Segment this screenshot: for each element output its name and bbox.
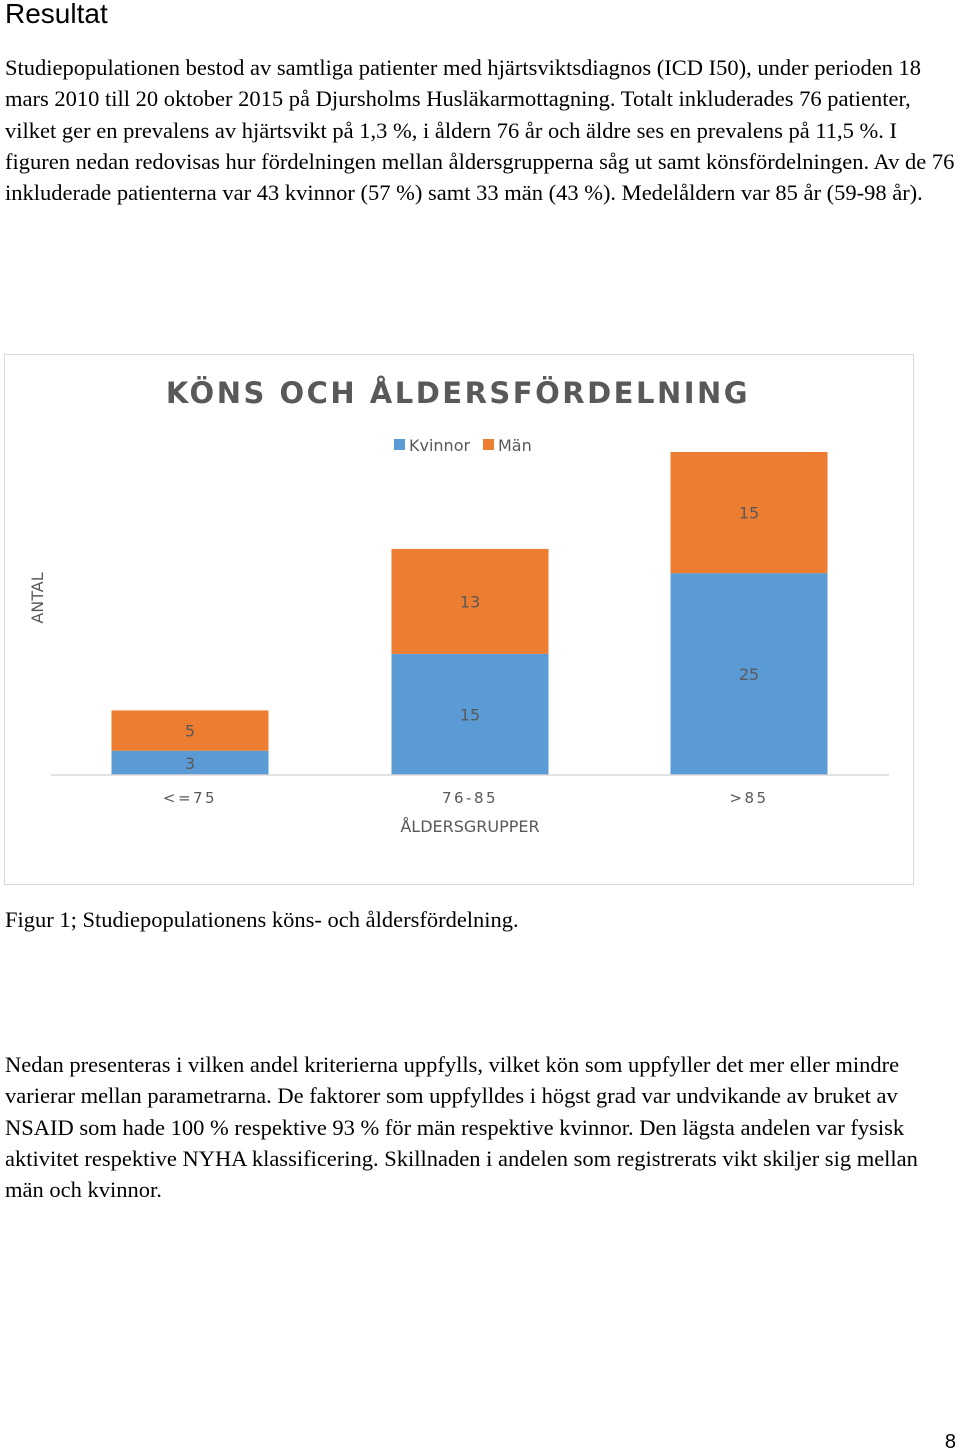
x-axis-label: ÅLDERSGRUPPER: [400, 817, 540, 836]
data-label-kvinnor-2: 25: [738, 665, 760, 685]
x-tick-label-1: 76-85: [441, 789, 499, 807]
data-label-män-1: 13: [459, 592, 481, 612]
legend-label-kvinnor: Kvinnor: [409, 436, 471, 455]
legend-swatch-kvinnor: [394, 439, 405, 450]
x-tick-label-2: >85: [729, 789, 769, 807]
x-tick-label-0: <=75: [162, 789, 218, 807]
criteria-paragraph: Nedan presenteras i vilken andel kriterierna uppfylls, vilket kön som uppfyller det mer eller mindre varierar mellan parametrarna. De faktorer som uppfylldes i högst grad var undvikande av bruket av NSAID som hade 100 % respektive 93 % för män respektive kvinnor. Den lägsta andelen var fysisk aktivitet respektive NYHA klassificering. Skillnaden i andelen som registrerats vikt skiljer sig mellan män och kvinnor.: [5, 1052, 918, 1203]
chart-bars: [112, 452, 828, 775]
data-label-män-2: 15: [738, 503, 760, 523]
chart-legend: [394, 436, 532, 455]
data-label-män-0: 5: [184, 721, 196, 741]
legend-swatch-män: [483, 439, 494, 450]
page-number: 8: [944, 1431, 956, 1453]
data-label-kvinnor-1: 15: [459, 705, 481, 725]
x-axis-ticks: [163, 789, 769, 807]
intro-paragraph: Studiepopulationen bestod av samtliga patienter med hjärtsviktsdiagnos (ICD I50), under perioden 18 mars 2010 till 20 oktober 2015 på Djursholms Husläkarmottagning. Totalt inkluderades 76 patienter, vilket ger en prevalens av hjärtsvikt på 1,3 %, i åldern 76 år och äldre ses en prevalens på 11,5 %. I figuren nedan redovisas hur fördelningen mellan åldersgrupperna såg ut samt könsfördelningen. Av de 76 inkluderade patienterna var 43 kvinnor (57 %) samt 33 män (43 %). Medelåldern var 85 år (59-98 år).: [5, 55, 955, 206]
y-axis-label: ANTAL: [28, 572, 47, 624]
section-heading: Resultat: [5, 0, 108, 29]
legend-label-män: Män: [498, 436, 532, 455]
gender-age-chart: [5, 355, 913, 884]
chart-title: KÖNS OCH ÅLDERSFÖRDELNING: [165, 376, 751, 410]
figure-caption: Figur 1; Studiepopulationens köns- och åldersfördelning.: [5, 907, 519, 932]
data-label-kvinnor-0: 3: [184, 753, 196, 773]
chart-frame: [4, 354, 914, 885]
